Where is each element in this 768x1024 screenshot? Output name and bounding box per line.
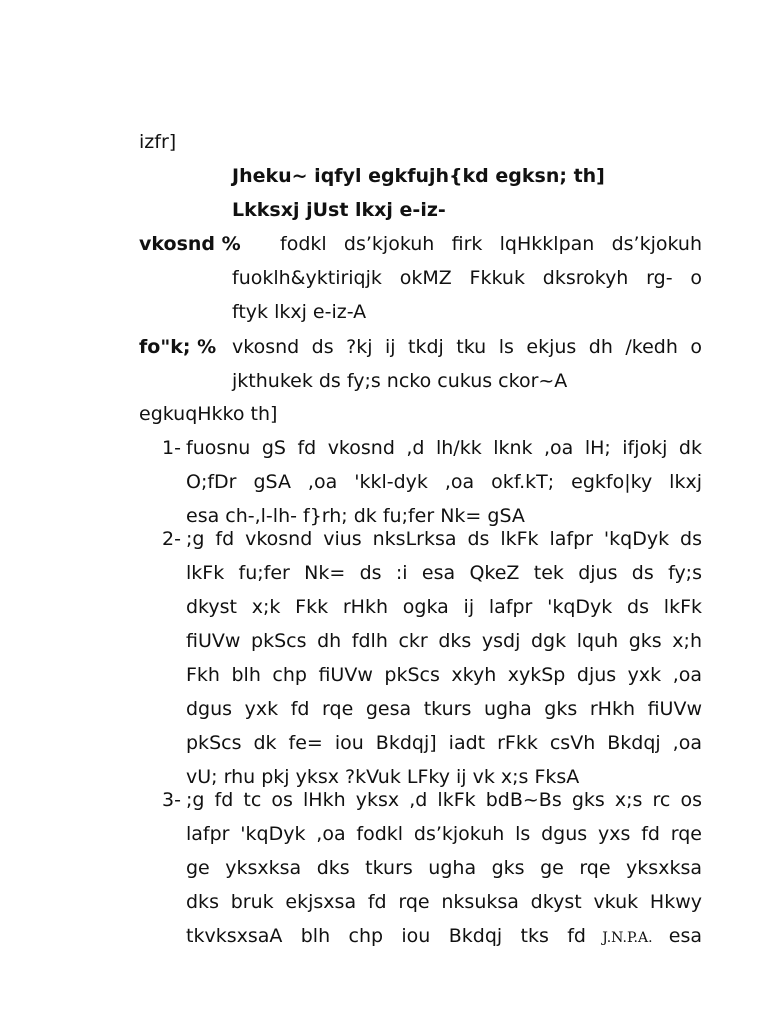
point-2-line-7: [186, 732, 702, 754]
addressee-line-2: Lkksxj jUst lkxj e-iz-: [232, 199, 446, 221]
point-3-line-1-text: ;g fd tc os lHkh yksx ,d lkFk bdB~Bs gks x;s rc os: [186, 789, 702, 811]
point-3-line-1: [186, 789, 702, 811]
point-2-line-7-text: pkScs dk fe= iou Bkdqj] iadt rFkk csVh Bkdqj ,oa: [186, 732, 702, 754]
point-3-line-5: [186, 925, 702, 947]
point-1-line-1: [186, 437, 702, 459]
point-2-line-2-text: lkFk fu;fer Nk= ds :i esa QkeZ tek djus ds fy;s: [186, 562, 702, 584]
addressee-line-1: Jheku~ iqfyl egkfujh{kd egksn; th]: [232, 165, 605, 187]
point-2-line-3: [186, 596, 702, 618]
point-3-line-3: [186, 857, 702, 879]
point-2-line-6: [186, 698, 702, 720]
greeting: egkuqHkko th]: [139, 403, 278, 425]
point-3-line-4: [186, 891, 702, 913]
applicant-line-1-text: fodkl ds’kjokuh firk lqHkklpan ds’kjokuh: [280, 233, 702, 255]
applicant-label: vkosnd %: [139, 233, 241, 255]
point-3-line-5-text: tkvksxsaA blh chp iou Bkdqj tks fd: [186, 925, 586, 947]
point-3-number: 3-: [162, 789, 181, 811]
point-2-line-2: [186, 562, 702, 584]
point-1-line-3: esa ch-,l-lh- f}rh; dk fu;fer Nk= gSA: [186, 505, 525, 527]
point-1-line-1-text: fuosnu gS fd vkosnd ,d lh/kk lknk ,oa lH; ifjokj dk: [186, 437, 702, 459]
point-1-line-2: [186, 471, 702, 493]
salutation: izfr]: [139, 131, 177, 153]
applicant-line-2-text: fuoklh&yktiriqjk okMZ Fkkuk dksrokyh rg- o: [232, 267, 702, 289]
point-3-line-2-text: lafpr 'kqDyk ,oa fodkl ds’kjokuh ls dgus yxs fd rqe: [186, 823, 702, 845]
point-2-number: 2-: [162, 528, 181, 550]
applicant-line-3: ftyk lkxj e-iz-A: [232, 301, 367, 323]
subject-label: fo"k; %: [139, 336, 217, 358]
subject-line-2: jkthukek ds fy;s ncko cukus ckor~A: [232, 370, 568, 392]
subject-line-1-text: vkosnd ds ?kj ij tkdj tku ls ekjus dh /kedh o: [232, 336, 702, 358]
applicant-line-1: [280, 233, 702, 255]
point-2-line-4-text: fiUVw pkScs dh fdlh ckr dks ysdj dgk lquh gks x;h: [186, 630, 702, 652]
point-2-line-4: [186, 630, 702, 652]
point-1-number: 1-: [162, 437, 181, 459]
point-2-line-5-text: Fkh blh chp fiUVw pkScs xkyh xykSp djus yxk ,oa: [186, 664, 702, 686]
subject-line-1: [232, 336, 702, 358]
point-3-line-2: [186, 823, 702, 845]
point-2-line-1: [186, 528, 702, 550]
point-2-line-8: vU; rhu pkj yksx ?kVuk LFky ij vk x;s FksA: [186, 766, 580, 788]
point-2-line-1-text: ;g fd vkosnd vius nksLrksa ds lkFk lafpr 'kqDyk ds: [186, 528, 702, 550]
point-1-line-2-text: O;fDr gSA ,oa 'kkl-dyk ,oa okf.kT; egkfo|ky lkxj: [186, 471, 702, 493]
point-3-line-3-text: ge yksxksa dks tkurs ugha gks ge rqe yksxksa: [186, 857, 702, 879]
applicant-line-2: [232, 267, 702, 289]
point-2-line-3-text: dkyst x;k Fkk rHkh ogka ij lafpr 'kqDyk ds lkFk: [186, 596, 702, 618]
jnpa-abbreviation: J.N.P.A.: [602, 930, 653, 946]
point-3-line-4-text: dks bruk ekjsxsa fd rqe nksuksa dkyst vkuk Hkwy: [186, 891, 702, 913]
point-2-line-6-text: dgus yxk fd rqe gesa tkurs ugha gks rHkh fiUVw: [186, 698, 702, 720]
point-3-line-5-end: esa: [668, 925, 702, 947]
point-2-line-5: [186, 664, 702, 686]
